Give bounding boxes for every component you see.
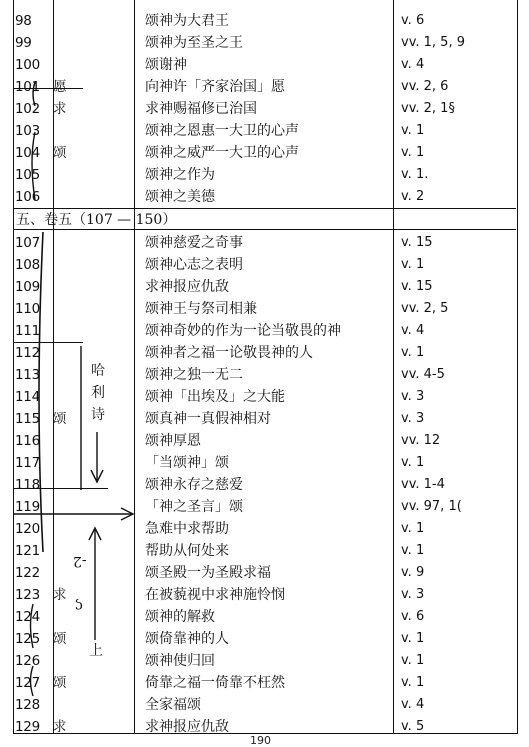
psalm-title: 求神报应仇敌 (145, 719, 229, 735)
psalm-number: 104 (15, 145, 40, 161)
key-verse-ref: vv. 97, 1( (401, 499, 462, 514)
key-verse-ref: vv. 1, 5, 9 (401, 35, 465, 50)
key-verse-ref: v. 3 (401, 389, 425, 404)
psalm-title: 颂神心志之表明 (145, 257, 243, 273)
psalm-title: 颂真神一真假神相对 (145, 411, 271, 427)
psalm-title: 颂神之威严一大卫的心声 (145, 145, 299, 161)
psalm-title: 颂神之独一无二 (145, 367, 243, 383)
brace-101-102 (33, 82, 35, 106)
key-verse-ref: v. 6 (401, 13, 425, 28)
psalm-number: 106 (15, 189, 40, 205)
key-verse-ref: v. 1 (401, 631, 425, 646)
key-verse-ref: v. 15 (401, 279, 433, 294)
key-verse-ref: v. 1 (401, 653, 425, 668)
psalm-number: 114 (15, 389, 40, 405)
psalm-title: 颂神之恩惠一大卫的心声 (145, 123, 299, 139)
psalms-outline-table (13, 0, 516, 733)
psalm-title: 求神赐福修已治国 (145, 101, 257, 117)
psalm-title: 求神报应仇敌 (145, 279, 229, 295)
psalm-number: 113 (15, 367, 40, 383)
section-header: 五、卷五（107 — 150） (13, 208, 516, 230)
psalm-title: 「神之圣言」颂 (145, 499, 243, 515)
psalm-title: 颂神「出埃及」之大能 (145, 389, 285, 405)
psalm-number: 105 (15, 167, 40, 183)
psalm-number: 108 (15, 257, 40, 273)
hallel-label-1: 哈 (91, 363, 105, 379)
psalm-title: 颂神使归回 (145, 653, 215, 669)
psalm-number: 120 (15, 521, 40, 537)
key-verse-ref: vv. 12 (401, 433, 441, 448)
psalm-number: 122 (15, 565, 40, 581)
key-verse-ref: v. 1 (401, 543, 425, 558)
page-number: 190 (250, 734, 271, 747)
key-verse-ref: v. 1 (401, 123, 425, 138)
psalm-number: 103 (15, 123, 40, 139)
psalm-title: 急难中求帮助 (145, 521, 229, 537)
hallel-label-2: 利 (91, 385, 105, 401)
brace-124-126 (31, 604, 34, 648)
key-verse-ref: v. 4 (401, 697, 425, 712)
psalm-title: 向神许「齐家治国」愿 (145, 79, 285, 95)
psalm-title: 「当颂神」颂 (145, 455, 229, 471)
psalm-number: 118 (15, 477, 40, 493)
psalm-number: 107 (15, 235, 40, 251)
category-label: 求 (53, 101, 67, 117)
psalm-number: 111 (15, 323, 40, 339)
psalm-number: 124 (15, 609, 40, 625)
key-verse-ref: v. 9 (401, 565, 425, 580)
category-label: 颂 (53, 631, 67, 647)
psalm-number: 100 (15, 57, 40, 73)
brace-107-121 (39, 232, 43, 552)
psalm-title: 颂神的解救 (145, 609, 215, 625)
psalm-number: 126 (15, 653, 40, 669)
key-verse-ref: v. 15 (401, 235, 433, 250)
key-verse-ref: v. 4 (401, 323, 425, 338)
psalm-number: 112 (15, 345, 40, 361)
key-verse-ref: vv. 1-4 (401, 477, 445, 492)
psalm-title: 颂神王与祭司相兼 (145, 301, 257, 317)
category-label: 求 (53, 719, 67, 735)
brace-127-128 (31, 666, 34, 696)
hallel-label-3: 诗 (91, 407, 105, 423)
key-verse-ref: v. 3 (401, 411, 425, 426)
psalm-title: 帮助从何处来 (145, 543, 229, 559)
psalm-title: 颂神奇妙的作为一论当敬畏的神 (145, 323, 341, 339)
brace-103-106 (32, 132, 35, 200)
psalm-number: 125 (15, 631, 40, 647)
key-verse-ref: v. 4 (401, 57, 425, 72)
psalm-title: 颂神者之福一论敬畏神的人 (145, 345, 313, 361)
psalm-number: 109 (15, 279, 40, 295)
psalm-number: 128 (15, 697, 40, 713)
key-verse-ref: v. 1 (401, 257, 425, 272)
psalm-number: 121 (15, 543, 40, 559)
psalm-title: 倚靠之福一倚靠不枉然 (145, 675, 285, 691)
key-verse-ref: v. 3 (401, 587, 425, 602)
key-verse-ref: v. 1 (401, 521, 425, 536)
psalm-title: 颂神慈爱之奇事 (145, 235, 243, 251)
key-verse-ref: v. 5 (401, 719, 425, 734)
psalm-title: 颂神为至圣之王 (145, 35, 243, 51)
ascent-label-up: 上 (89, 643, 103, 659)
key-verse-ref: v. 1. (401, 167, 429, 182)
key-verse-ref: vv. 2, 6 (401, 79, 449, 94)
psalm-number: 116 (15, 433, 40, 449)
key-verse-ref: v. 6 (401, 609, 425, 624)
key-verse-ref: v. 1 (401, 455, 425, 470)
category-label: 颂 (53, 145, 67, 161)
psalm-title: 颂倚靠神的人 (145, 631, 229, 647)
psalm-title: 在被藐视中求神施怜悯 (145, 587, 285, 603)
category-label: 颂 (53, 675, 67, 691)
psalm-title: 颂谢神 (145, 57, 187, 73)
psalm-number: 98 (15, 13, 32, 29)
bracket-annotations (13, 0, 516, 733)
psalm-title: 全家福颂 (145, 697, 201, 713)
key-verse-ref: v. 1 (401, 675, 425, 690)
psalm-title: 颂圣殿一为圣殿求福 (145, 565, 271, 581)
ascent-label-top: -2 (73, 553, 87, 569)
category-label: 愿 (53, 79, 67, 95)
key-verse-ref: v. 1 (401, 145, 425, 160)
category-label: 求 (53, 587, 67, 603)
psalm-number: 110 (15, 301, 40, 317)
psalm-number: 115 (15, 411, 40, 427)
key-verse-ref: vv. 4-5 (401, 367, 445, 382)
key-verse-ref: vv. 2, 5 (401, 301, 449, 316)
psalm-number: 99 (15, 35, 32, 51)
psalm-number: 127 (15, 675, 40, 691)
psalm-number: 123 (15, 587, 40, 603)
psalm-number: 101 (15, 79, 40, 95)
key-verse-ref: v. 2 (401, 189, 425, 204)
key-verse-ref: v. 1 (401, 345, 425, 360)
key-verse-ref: vv. 2, 1§ (401, 101, 455, 116)
psalm-title: 颂神永存之慈爱 (145, 477, 243, 493)
psalm-number: 129 (15, 719, 40, 735)
psalm-number: 117 (15, 455, 40, 471)
psalm-title: 颂神厚恩 (145, 433, 201, 449)
psalm-number: 119 (15, 499, 40, 515)
psalm-title: 颂神之作为 (145, 167, 215, 183)
ascent-label-mid: ς (75, 598, 83, 614)
psalm-number: 102 (15, 101, 40, 117)
psalm-title: 颂神之美德 (145, 189, 215, 205)
category-label: 颂 (53, 411, 67, 427)
psalm-title: 颂神为大君王 (145, 13, 229, 29)
